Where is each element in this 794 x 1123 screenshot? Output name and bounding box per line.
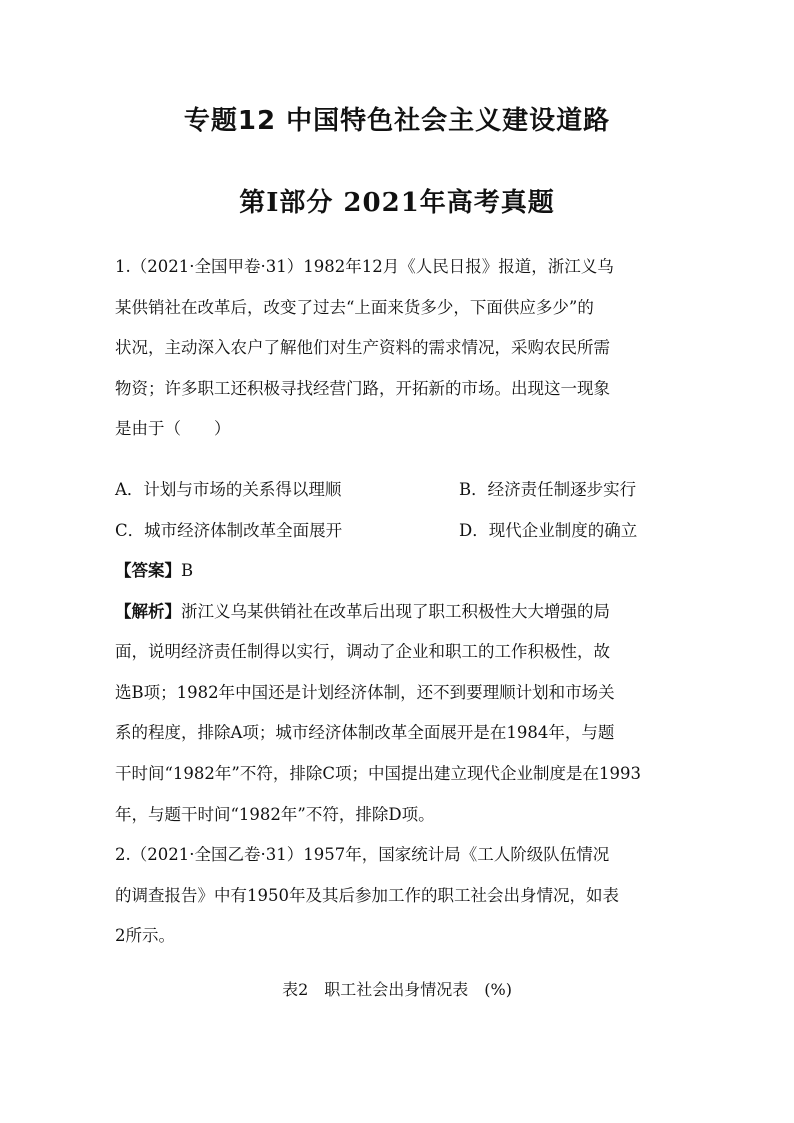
question-1-line: 状况，主动深入农户了解他们对生产资料的需求情况，采购农民所需	[115, 338, 610, 358]
question-1-options	[115, 470, 693, 551]
analysis-line	[115, 592, 693, 633]
question-2-line: 2所示。	[115, 926, 175, 946]
section-subtitle: 第Ⅰ部分 2021年高考真题	[239, 188, 555, 218]
answer-label: 【答案】	[115, 561, 181, 580]
options-row	[115, 511, 693, 552]
analysis-line: 面，说明经济责任制得以实行，调动了企业和职工的工作积极性，故	[115, 642, 610, 662]
question-1-line: 物资；许多职工还积极寻找经营门路，开拓新的市场。出现这一现象	[115, 378, 610, 398]
question-1-line: 1.（2021·全国甲卷·31）1982年12月《人民日报》报道，浙江义乌	[115, 257, 614, 276]
option-c: C．城市经济体制改革全面展开	[115, 520, 343, 540]
question-1-line: 某供销社在改革后，改变了过去“上面来货多少，下面供应多少”的	[115, 297, 594, 317]
question-1-line: 是由于（ ）	[115, 419, 231, 439]
document-title: 专题12 中国特色社会主义建设道路	[183, 106, 611, 136]
answer-block	[115, 551, 693, 957]
option-a: A．计划与市场的关系得以理顺	[115, 480, 342, 499]
question-2-line: 2.（2021·全国乙卷·31）1957年，国家统计局《工人阶级队伍情况	[115, 845, 610, 865]
options-row	[115, 470, 693, 511]
question-1-stem	[115, 247, 693, 450]
analysis-line: 年，与题干时间“1982年”不符，排除D项。	[115, 804, 435, 824]
table-caption: 表2 职工社会出身情况表 (%)	[282, 980, 512, 999]
option-d: D．现代企业制度的确立	[459, 520, 638, 540]
option-b: B．经济责任制逐步实行	[459, 480, 637, 499]
answer-line	[115, 551, 693, 592]
analysis-line: 干时间“1982年”不符，排除C项；中国提出建立现代企业制度是在1993	[115, 763, 641, 783]
analysis-line: 系的程度，排除A项；城市经济体制改革全面展开是在1984年，与题	[115, 723, 615, 743]
question-2-line: 的调查报告》中有1950年及其后参加工作的职工社会出身情况，如表	[115, 885, 619, 905]
analysis-line: 选B项；1982年中国还是计划经济体制，还不到要理顺计划和市场关	[115, 682, 615, 702]
analysis-label: 【解析】	[115, 601, 181, 621]
answer-value: B	[181, 561, 194, 580]
analysis-text: 浙江义乌某供销社在改革后出现了职工积极性大大增强的局	[181, 601, 610, 621]
